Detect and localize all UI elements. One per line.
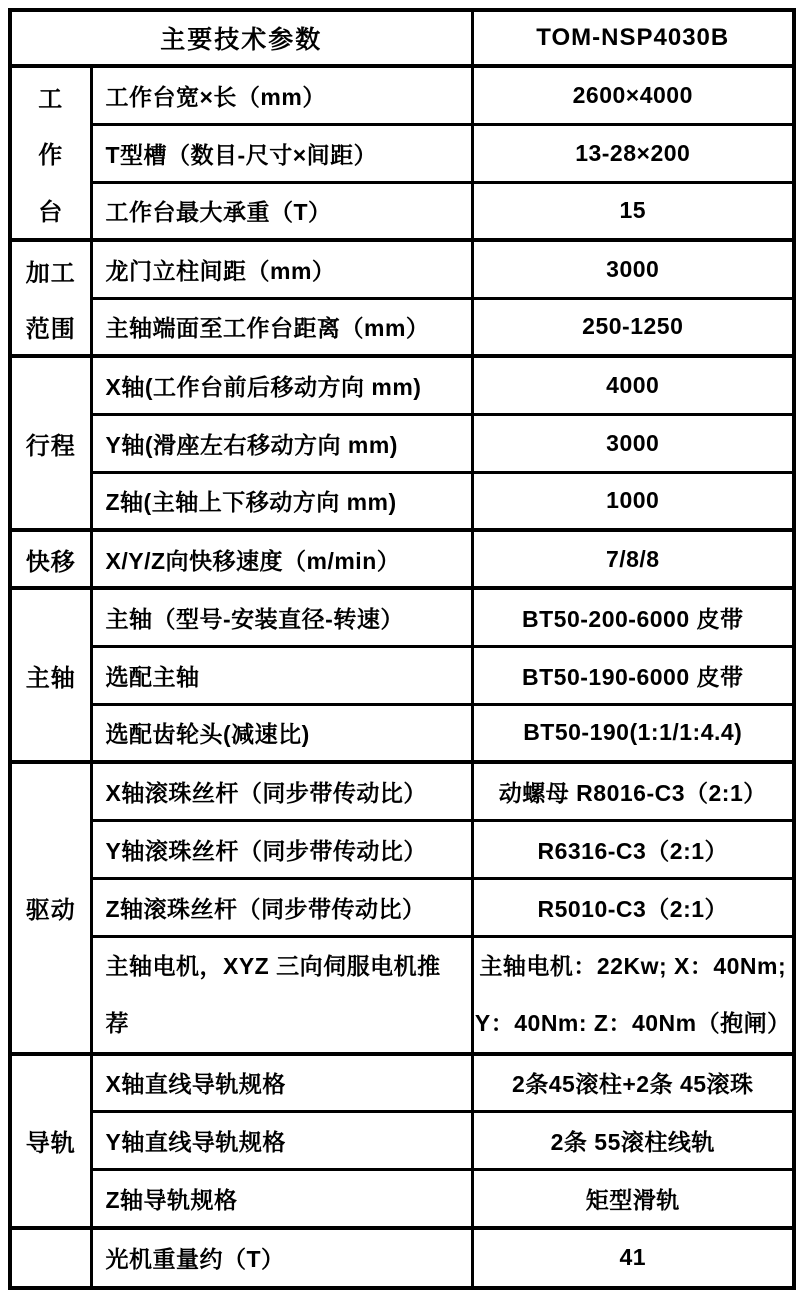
value-cell: 41 <box>472 1228 794 1288</box>
category-cell-empty <box>10 1228 91 1288</box>
category-line: 范围 <box>25 315 76 343</box>
value-cell <box>472 936 794 1054</box>
value-cell: 矩型滑轨 <box>472 1170 794 1228</box>
param-cell: X/Y/Z向快移速度（m/min） <box>91 530 472 588</box>
table-title: 主要技术参数 <box>10 10 472 66</box>
table-row <box>10 124 794 182</box>
table-row <box>10 414 794 472</box>
param-cell: X轴滚珠丝杆（同步带传动比） <box>91 762 472 820</box>
table-row <box>10 298 794 356</box>
category-char: 台 <box>38 199 64 227</box>
param-cell: X轴(工作台前后移动方向 mm) <box>91 356 472 414</box>
table-row <box>10 762 794 820</box>
value-cell: 15 <box>472 182 794 240</box>
category-cell-rapid-traverse: 快移 <box>10 530 91 588</box>
value-cell: 7/8/8 <box>472 530 794 588</box>
param-cell: 选配主轴 <box>91 646 472 704</box>
model-number: TOM-NSP4030B <box>472 10 794 66</box>
table-row <box>10 66 794 124</box>
value-cell: 250-1250 <box>472 298 794 356</box>
value-cell: BT50-190-6000 皮带 <box>472 646 794 704</box>
param-cell: 主轴端面至工作台距离（mm） <box>91 298 472 356</box>
table-row <box>10 472 794 530</box>
value-cell: 2条 55滚柱线轨 <box>472 1112 794 1170</box>
table-row <box>10 936 794 1054</box>
param-line: 荐 <box>105 1009 129 1036</box>
category-cell-drive: 驱动 <box>10 762 91 1054</box>
value-cell: 2条45滚柱+2条 45滚珠 <box>472 1054 794 1112</box>
table-row <box>10 588 794 646</box>
param-cell: Z轴(主轴上下移动方向 mm) <box>91 472 472 530</box>
category-char: 工 <box>38 85 64 113</box>
value-cell: R5010-C3（2:1） <box>472 878 794 936</box>
table-row <box>10 646 794 704</box>
param-line: 主轴电机，XYZ 三向伺服电机推 <box>105 952 441 979</box>
value-cell: R6316-C3（2:1） <box>472 820 794 878</box>
value-cell: 1000 <box>472 472 794 530</box>
value-line: Y：40Nm: Z：40Nm（抱闸） <box>474 1009 791 1036</box>
param-cell: 选配齿轮头(减速比) <box>91 704 472 762</box>
value-cell: 4000 <box>472 356 794 414</box>
param-cell: Z轴导轨规格 <box>91 1170 472 1228</box>
value-line: 主轴电机：22Kw; X：40Nm; <box>479 952 787 979</box>
param-cell: 工作台最大承重（T） <box>91 182 472 240</box>
category-vertical-label <box>12 68 90 238</box>
table-row <box>10 240 794 298</box>
spec-table <box>8 8 796 1290</box>
param-cell: 光机重量约（T） <box>91 1228 472 1288</box>
param-cell: Y轴直线导轨规格 <box>91 1112 472 1170</box>
category-cell-machining-range <box>10 240 91 356</box>
table-row <box>10 1170 794 1228</box>
value-cell: 3000 <box>472 240 794 298</box>
value-cell: BT50-200-6000 皮带 <box>472 588 794 646</box>
category-stacked-label <box>12 242 90 354</box>
value-cell: 动螺母 R8016-C3（2:1） <box>472 762 794 820</box>
table-row <box>10 878 794 936</box>
value-cell: 3000 <box>472 414 794 472</box>
param-cell: T型槽（数目-尺寸×间距） <box>91 124 472 182</box>
table-row <box>10 356 794 414</box>
category-cell-spindle: 主轴 <box>10 588 91 762</box>
param-cell: Z轴滚珠丝杆（同步带传动比） <box>91 878 472 936</box>
category-line: 加工 <box>25 259 76 287</box>
table-row <box>10 704 794 762</box>
param-cell: 主轴（型号-安装直径-转速） <box>91 588 472 646</box>
param-cell <box>91 936 472 1054</box>
table-row <box>10 182 794 240</box>
category-cell-travel: 行程 <box>10 356 91 530</box>
param-cell: Y轴滚珠丝杆（同步带传动比） <box>91 820 472 878</box>
param-cell: X轴直线导轨规格 <box>91 1054 472 1112</box>
table-row <box>10 1112 794 1170</box>
param-cell: Y轴(滑座左右移动方向 mm) <box>91 414 472 472</box>
value-cell: 13-28×200 <box>472 124 794 182</box>
value-cell: BT50-190(1:1/1:4.4) <box>472 704 794 762</box>
table-row <box>10 1228 794 1288</box>
table-row <box>10 820 794 878</box>
category-char: 作 <box>38 142 64 170</box>
category-cell-guideway: 导轨 <box>10 1054 91 1228</box>
header-row <box>10 10 794 66</box>
param-cell: 工作台宽×长（mm） <box>91 66 472 124</box>
param-cell: 龙门立柱间距（mm） <box>91 240 472 298</box>
category-cell-worktable <box>10 66 91 240</box>
table-row <box>10 1054 794 1112</box>
value-cell: 2600×4000 <box>472 66 794 124</box>
table-row <box>10 530 794 588</box>
